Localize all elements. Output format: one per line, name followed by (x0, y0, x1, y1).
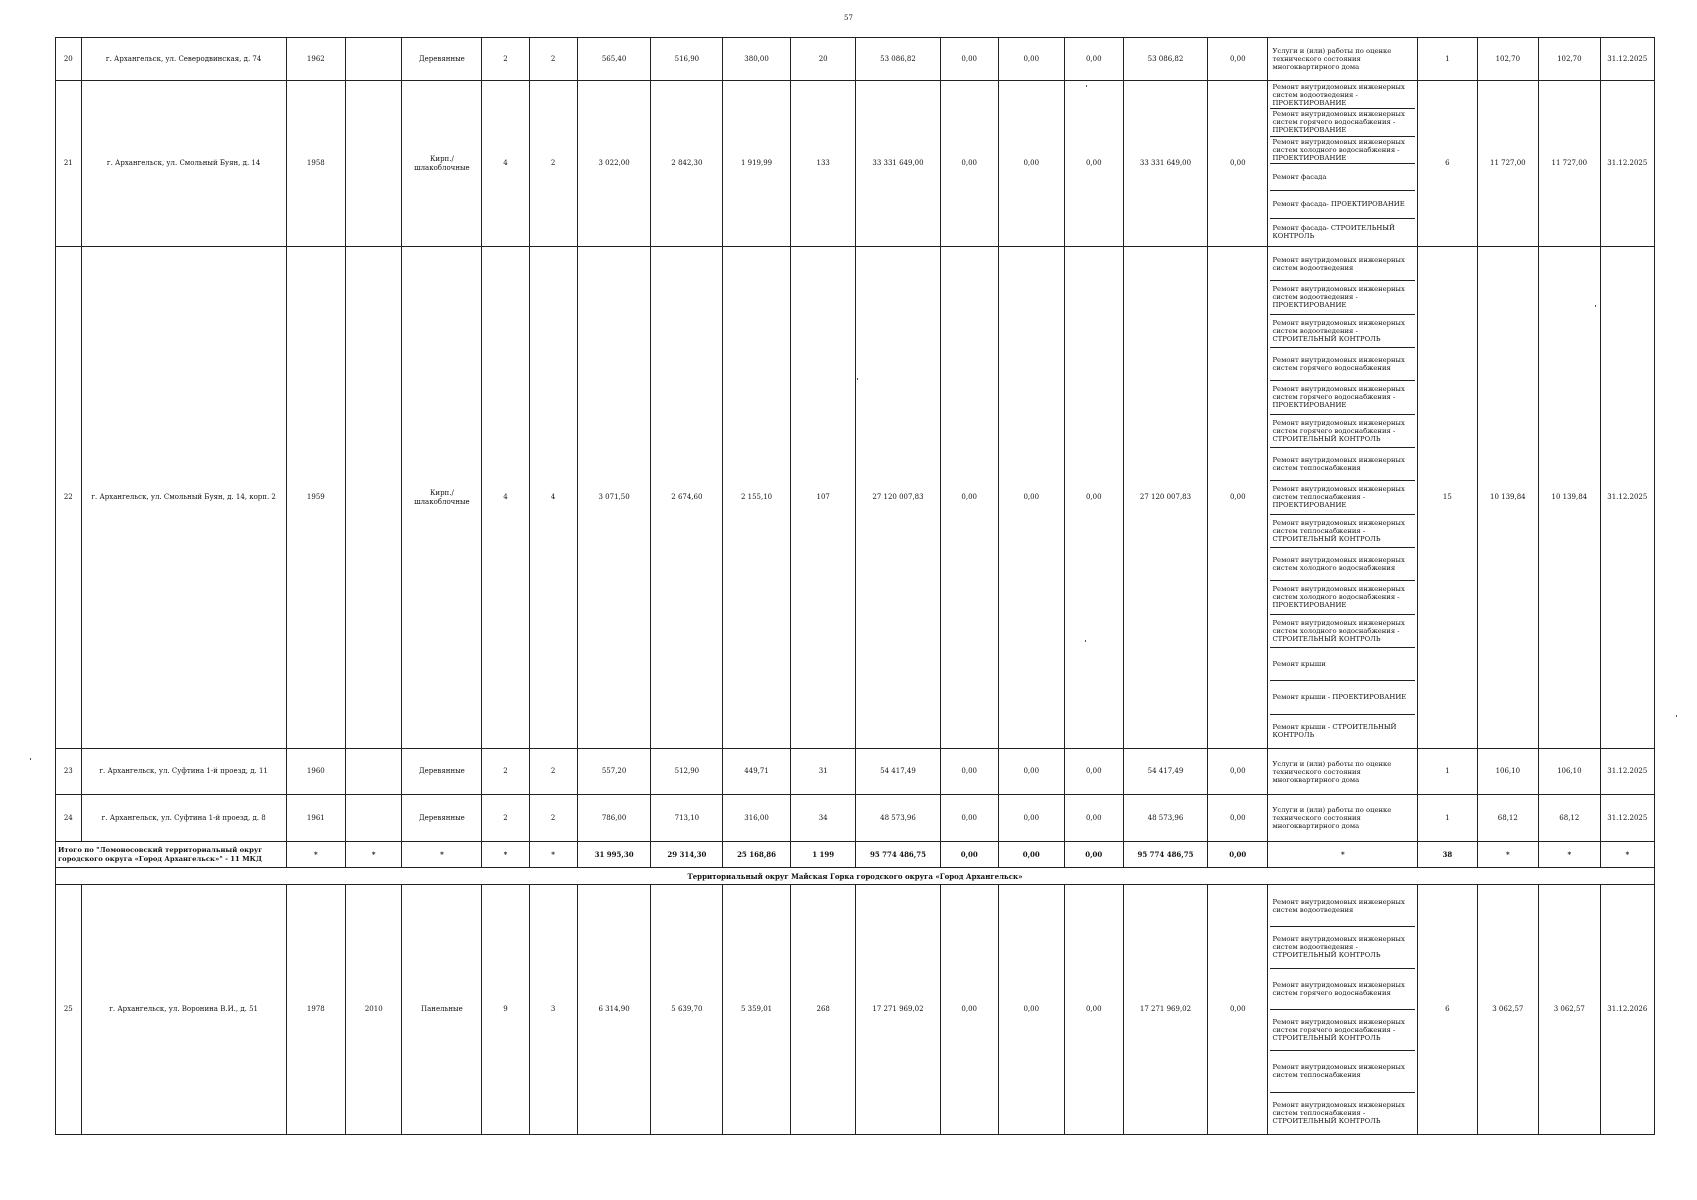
unit-cost-max-cell: 106,10 (1539, 749, 1601, 795)
works-list-cell (1268, 885, 1418, 1135)
material-cell: Кирп./ шлакоблочные (402, 81, 482, 247)
cost-f3-cell: 0,00 (1064, 795, 1123, 842)
cost-f1-cell: 0,00 (940, 795, 998, 842)
unit-cost-max-cell: 68,12 (1539, 795, 1601, 842)
work-item: Ремонт крыши - ПРОЕКТИРОВАНИЕ (1270, 681, 1415, 714)
material-cell: Кирп./ шлакоблочные (402, 247, 482, 749)
work-item: Ремонт крыши - СТРОИТЕЛЬНЫЙ КОНТРОЛЬ (1272, 722, 1397, 739)
work-item: Ремонт крыши (1270, 648, 1415, 681)
total-year-renov-cell: * (346, 842, 402, 868)
area-living-cell: 2 674,60 (651, 247, 723, 749)
table-row (56, 749, 1655, 795)
cost-f3-cell: 0,00 (1064, 749, 1123, 795)
work-item: Ремонт внутридомовых инженерных систем теплоснабжения - СТРОИТЕЛЬНЫЙ КОНТРОЛЬ (1270, 515, 1415, 548)
year-built-cell: 1961 (286, 795, 345, 842)
cost-f1-cell: 0,00 (940, 885, 998, 1135)
area-living-cell: 5 639,70 (651, 885, 723, 1135)
work-item: Ремонт внутридомовых инженерных систем теплоснабжения - ПРОЕКТИРОВАНИЕ (1270, 481, 1415, 514)
work-item: Ремонт внутридомовых инженерных систем теплоснабжения (1270, 448, 1415, 481)
work-item: Ремонт внутридомовых инженерных систем горячего водоснабжения - ПРОЕКТИРОВАНИЕ (1270, 381, 1415, 414)
row-number-cell: 21 (56, 81, 82, 247)
work-item: Ремонт фасада- ПРОЕКТИРОВАНИЕ (1270, 191, 1415, 218)
total-works-count-cell: 38 (1418, 842, 1477, 868)
work-item: Услуги и (или) работы по оценке технического состояния многоквартирного дома (1272, 759, 1392, 784)
cost-f3-cell: 0,00 (1064, 81, 1123, 247)
area-inhabited-cell: 5 359,01 (723, 885, 791, 1135)
deadline-cell: 31.12.2026 (1600, 885, 1654, 1135)
cost-f3-cell: 0,00 (1064, 885, 1123, 1135)
total-material-cell: * (402, 842, 482, 868)
year-renov-cell (346, 749, 402, 795)
table-row (56, 795, 1655, 842)
cost-f2-cell: 0,00 (998, 885, 1064, 1135)
year-built-cell: 1978 (286, 885, 345, 1135)
area-total-cell: 786,00 (577, 795, 651, 842)
works-list-cell (1268, 81, 1418, 247)
material-cell: Деревянные (402, 795, 482, 842)
total-cost-f2-cell: 0,00 (998, 842, 1064, 868)
section-title-cell: Территориальный округ Майская Горка городского округа «Город Архангельск» (56, 868, 1655, 885)
cost-owners-cell: 17 271 969,02 (1123, 885, 1207, 1135)
area-total-cell: 557,20 (577, 749, 651, 795)
works-count-cell: 6 (1418, 885, 1477, 1135)
work-item: Ремонт фасада- СТРОИТЕЛЬНЫЙ КОНТРОЛЬ (1272, 223, 1395, 240)
unit-cost-max-cell: 11 727,00 (1539, 81, 1601, 247)
scan-mark (1085, 640, 1086, 642)
total-works-cell: * (1268, 842, 1418, 868)
table-row (56, 247, 1655, 749)
works-count-cell: 1 (1418, 38, 1477, 81)
total-unit-cost-cell: * (1477, 842, 1539, 868)
cost-f2-cell: 0,00 (998, 247, 1064, 749)
work-item: Ремонт внутридомовых инженерных систем водоотведения - СТРОИТЕЛЬНЫЙ КОНТРОЛЬ (1270, 315, 1415, 348)
total-cost-f1-cell: 0,00 (940, 842, 998, 868)
cost-f3-cell: 0,00 (1064, 38, 1123, 81)
works-count-cell: 1 (1418, 795, 1477, 842)
entrances-cell: 3 (529, 885, 577, 1135)
material-cell: Панельные (402, 885, 482, 1135)
work-item: Ремонт внутридомовых инженерных систем холодного водоснабжения - СТРОИТЕЛЬНЫЙ КОНТРОЛЬ (1270, 615, 1415, 648)
work-item: Ремонт внутридомовых инженерных систем теплоснабжения - СТРОИТЕЛЬНЫЙ КОНТРОЛЬ (1272, 1100, 1405, 1125)
area-total-cell: 3 022,00 (577, 81, 651, 247)
area-inhabited-cell: 1 919,99 (723, 81, 791, 247)
entrances-cell: 2 (529, 795, 577, 842)
total-year-built-cell: * (286, 842, 345, 868)
material-cell: Деревянные (402, 38, 482, 81)
area-total-cell: 6 314,90 (577, 885, 651, 1135)
total-area-living-cell: 29 314,30 (651, 842, 723, 868)
total-unit-cost-max-cell: * (1539, 842, 1601, 868)
cost-total-cell: 53 086,82 (856, 38, 940, 81)
residents-cell: 31 (790, 749, 856, 795)
cost-f2-cell: 0,00 (998, 38, 1064, 81)
unit-cost-cell: 68,12 (1477, 795, 1539, 842)
unit-cost-cell: 11 727,00 (1477, 81, 1539, 247)
total-label-cell: Итого по "Ломоносовский территориальный округ городского округа «Город Архангельск»" - 11 МКД (56, 842, 287, 868)
cost-f1-cell: 0,00 (940, 749, 998, 795)
address-cell: г. Архангельск, ул. Суфтина 1-й проезд, д. 11 (81, 749, 286, 795)
cost-f1-cell: 0,00 (940, 247, 998, 749)
table-row (56, 81, 1655, 247)
row-number-cell: 25 (56, 885, 82, 1135)
work-item: Ремонт внутридомовых инженерных систем холодного водоснабжения - ПРОЕКТИРОВАНИЕ (1270, 581, 1415, 614)
entrances-cell: 2 (529, 81, 577, 247)
row-number-cell: 23 (56, 749, 82, 795)
works-list (1270, 82, 1415, 245)
floors-cell: 4 (482, 81, 529, 247)
scan-mark (1676, 715, 1677, 717)
work-item: Ремонт внутридомовых инженерных систем водоотведения (1270, 886, 1415, 927)
works-list (1270, 248, 1415, 747)
year-built-cell: 1962 (286, 38, 345, 81)
cost-owners-cell: 33 331 649,00 (1123, 81, 1207, 247)
deadline-cell: 31.12.2025 (1600, 749, 1654, 795)
scan-mark (30, 758, 31, 760)
area-total-cell: 3 071,50 (577, 247, 651, 749)
cost-other-cell: 0,00 (1208, 795, 1268, 842)
floors-cell: 9 (482, 885, 529, 1135)
works-list (1270, 39, 1415, 79)
address-cell: г. Архангельск, ул. Воронина В.И., д. 51 (81, 885, 286, 1135)
address-cell: г. Архангельск, ул. Смольный Буян, д. 14, корп. 2 (81, 247, 286, 749)
total-floors-cell: * (482, 842, 529, 868)
scan-mark (1086, 85, 1087, 87)
row-number-cell: 22 (56, 247, 82, 749)
work-item: Ремонт внутридомовых инженерных систем водоотведения - ПРОЕКТИРОВАНИЕ (1270, 82, 1415, 109)
works-list-cell (1268, 247, 1418, 749)
year-renov-cell: 2010 (346, 885, 402, 1135)
deadline-cell: 31.12.2025 (1600, 38, 1654, 81)
residents-cell: 268 (790, 885, 856, 1135)
cost-total-cell: 17 271 969,02 (856, 885, 940, 1135)
total-deadline-cell: * (1600, 842, 1654, 868)
deadline-cell: 31.12.2025 (1600, 795, 1654, 842)
deadline-cell: 31.12.2025 (1600, 247, 1654, 749)
area-living-cell: 713,10 (651, 795, 723, 842)
area-total-cell: 565,40 (577, 38, 651, 81)
work-item: Услуги и (или) работы по оценке технического состояния многоквартирного дома (1272, 806, 1392, 830)
floors-cell: 2 (482, 749, 529, 795)
area-living-cell: 512,90 (651, 749, 723, 795)
total-cost-owners-cell: 95 774 486,75 (1123, 842, 1207, 868)
row-number-cell: 24 (56, 795, 82, 842)
address-cell: г. Архангельск, ул. Смольный Буян, д. 14 (81, 81, 286, 247)
work-item: Ремонт внутридомовых инженерных систем холодного водоснабжения (1270, 548, 1415, 581)
scan-mark (857, 378, 858, 380)
entrances-cell: 2 (529, 749, 577, 795)
unit-cost-max-cell: 102,70 (1539, 38, 1601, 81)
total-cost-total-cell: 95 774 486,75 (856, 842, 940, 868)
floors-cell: 2 (482, 795, 529, 842)
unit-cost-max-cell: 10 139,84 (1539, 247, 1601, 749)
works-list-cell (1268, 795, 1418, 842)
entrances-cell: 2 (529, 38, 577, 81)
residents-cell: 20 (790, 38, 856, 81)
area-living-cell: 516,90 (651, 38, 723, 81)
total-residents-cell: 1 199 (790, 842, 856, 868)
scan-mark (1595, 305, 1596, 307)
works-list-cell (1268, 38, 1418, 81)
work-item: Ремонт внутридомовых инженерных систем водоотведения (1270, 248, 1415, 281)
works-list (1270, 750, 1415, 793)
total-area-inhabited-cell: 25 168,86 (723, 842, 791, 868)
cost-total-cell: 48 573,96 (856, 795, 940, 842)
floors-cell: 2 (482, 38, 529, 81)
cost-f1-cell: 0,00 (940, 81, 998, 247)
floors-cell: 4 (482, 247, 529, 749)
unit-cost-cell: 106,10 (1477, 749, 1539, 795)
cost-other-cell: 0,00 (1208, 38, 1268, 81)
total-row (56, 842, 1655, 868)
address-cell: г. Архангельск, ул. Северодвинская, д. 74 (81, 38, 286, 81)
residents-cell: 107 (790, 247, 856, 749)
work-item: Ремонт внутридомовых инженерных систем горячего водоснабжения (1270, 348, 1415, 381)
area-inhabited-cell: 316,00 (723, 795, 791, 842)
cost-f2-cell: 0,00 (998, 795, 1064, 842)
work-item: Ремонт фасада (1270, 164, 1415, 191)
year-built-cell: 1959 (286, 247, 345, 749)
unit-cost-cell: 3 062,57 (1477, 885, 1539, 1135)
cost-total-cell: 54 417,49 (856, 749, 940, 795)
work-item: Ремонт внутридомовых инженерных систем холодного водоснабжения - ПРОЕКТИРОВАНИЕ (1270, 137, 1415, 164)
total-cost-other-cell: 0,00 (1208, 842, 1268, 868)
work-item: Услуги и (или) работы по оценке технического состояния многоквартирного дома (1272, 47, 1392, 71)
section-header-row (56, 868, 1655, 885)
year-renov-cell (346, 81, 402, 247)
row-number-cell: 20 (56, 38, 82, 81)
unit-cost-cell: 10 139,84 (1477, 247, 1539, 749)
residents-cell: 133 (790, 81, 856, 247)
work-item: Ремонт внутридомовых инженерных систем горячего водоснабжения - СТРОИТЕЛЬНЫЙ КОНТРОЛЬ (1270, 415, 1415, 448)
work-item: Ремонт внутридомовых инженерных систем горячего водоснабжения (1270, 969, 1415, 1010)
work-item: Ремонт внутридомовых инженерных систем водоотведения - СТРОИТЕЛЬНЫЙ КОНТРОЛЬ (1270, 927, 1415, 968)
entrances-cell: 4 (529, 247, 577, 749)
deadline-cell: 31.12.2025 (1600, 81, 1654, 247)
works-count-cell: 1 (1418, 749, 1477, 795)
work-item: Ремонт внутридомовых инженерных систем теплоснабжения (1270, 1051, 1415, 1092)
table-row (56, 885, 1655, 1135)
work-item: Ремонт внутридомовых инженерных систем горячего водоснабжения - СТРОИТЕЛЬНЫЙ КОНТРОЛЬ (1270, 1010, 1415, 1051)
capital-repair-register-table (55, 37, 1655, 1135)
cost-other-cell: 0,00 (1208, 749, 1268, 795)
cost-f3-cell: 0,00 (1064, 247, 1123, 749)
cost-total-cell: 27 120 007,83 (856, 247, 940, 749)
area-inhabited-cell: 2 155,10 (723, 247, 791, 749)
cost-total-cell: 33 331 649,00 (856, 81, 940, 247)
work-item: Ремонт внутридомовых инженерных систем водоотведения - ПРОЕКТИРОВАНИЕ (1270, 281, 1415, 314)
works-count-cell: 6 (1418, 81, 1477, 247)
cost-owners-cell: 54 417,49 (1123, 749, 1207, 795)
works-list (1270, 886, 1415, 1133)
cost-f2-cell: 0,00 (998, 749, 1064, 795)
page-number: 57 (844, 14, 853, 22)
works-count-cell: 15 (1418, 247, 1477, 749)
area-inhabited-cell: 449,71 (723, 749, 791, 795)
area-living-cell: 2 842,30 (651, 81, 723, 247)
cost-other-cell: 0,00 (1208, 81, 1268, 247)
year-renov-cell (346, 795, 402, 842)
table-row (56, 38, 1655, 81)
works-list-cell (1268, 749, 1418, 795)
unit-cost-max-cell: 3 062,57 (1539, 885, 1601, 1135)
cost-f2-cell: 0,00 (998, 81, 1064, 247)
total-area-total-cell: 31 995,30 (577, 842, 651, 868)
year-built-cell: 1960 (286, 749, 345, 795)
area-inhabited-cell: 380,00 (723, 38, 791, 81)
cost-owners-cell: 27 120 007,83 (1123, 247, 1207, 749)
address-cell: г. Архангельск, ул. Суфтина 1-й проезд, д. 8 (81, 795, 286, 842)
year-renov-cell (346, 247, 402, 749)
total-entrances-cell: * (529, 842, 577, 868)
cost-other-cell: 0,00 (1208, 885, 1268, 1135)
work-item: Ремонт внутридомовых инженерных систем горячего водоснабжения - ПРОЕКТИРОВАНИЕ (1270, 109, 1415, 136)
year-built-cell: 1958 (286, 81, 345, 247)
total-cost-f3-cell: 0,00 (1064, 842, 1123, 868)
cost-other-cell: 0,00 (1208, 247, 1268, 749)
residents-cell: 34 (790, 795, 856, 842)
works-list (1270, 796, 1415, 840)
cost-owners-cell: 48 573,96 (1123, 795, 1207, 842)
material-cell: Деревянные (402, 749, 482, 795)
year-renov-cell (346, 38, 402, 81)
cost-f1-cell: 0,00 (940, 38, 998, 81)
unit-cost-cell: 102,70 (1477, 38, 1539, 81)
cost-owners-cell: 53 086,82 (1123, 38, 1207, 81)
